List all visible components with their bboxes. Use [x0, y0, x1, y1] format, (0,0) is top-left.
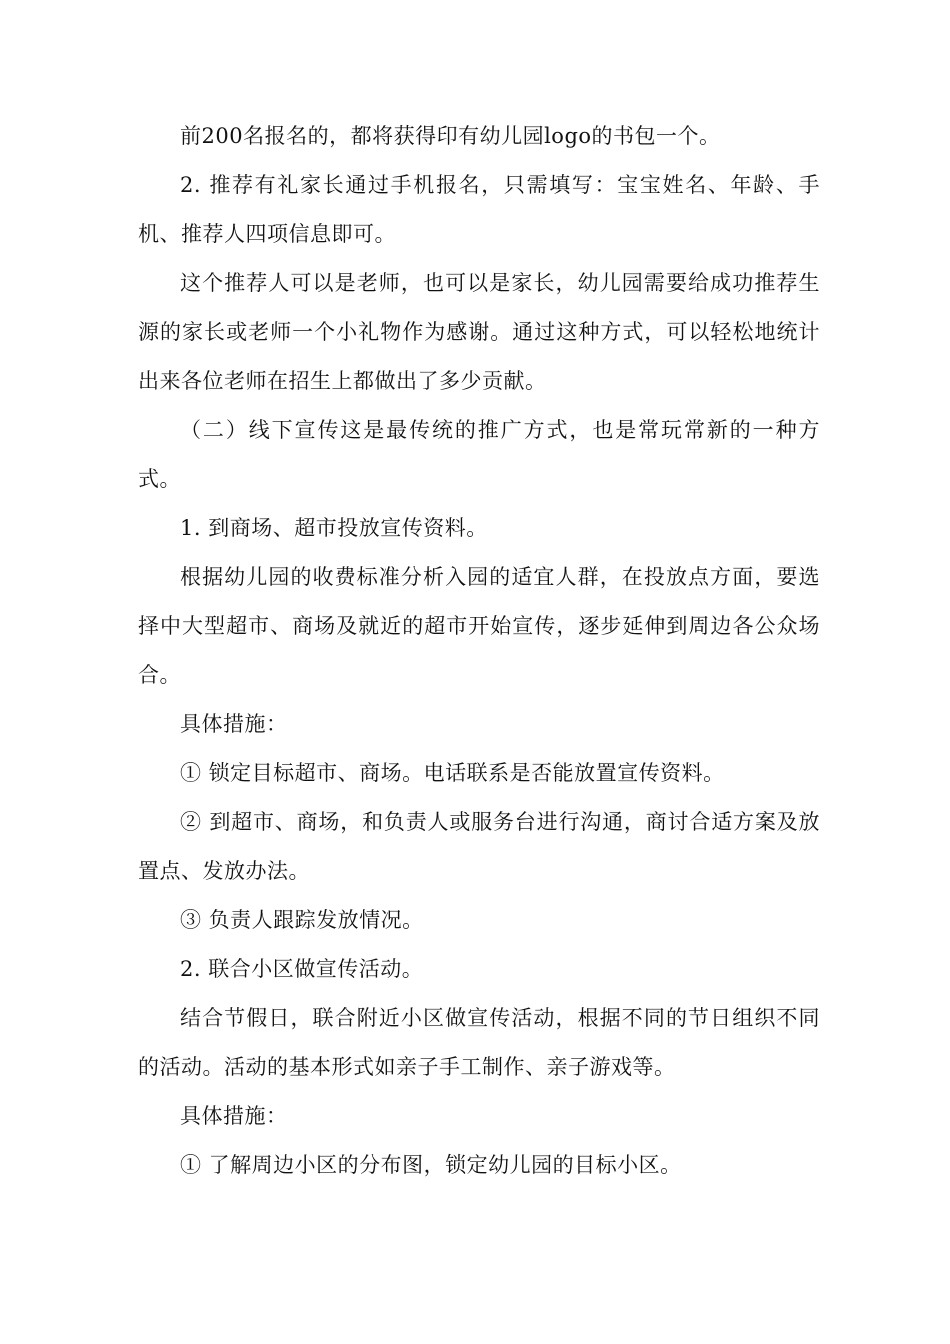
paragraph-prize: 前200名报名的，都将获得印有幼儿园logo的书包一个。: [180, 124, 721, 148]
list-item-measure-2: ② 到超市、商场，和负责人或服务台进行沟通，商讨合适方案及放置点、发放办法。: [138, 810, 820, 883]
paragraph-measures-label: 具体措施：: [180, 712, 288, 736]
paragraph-referrer: 这个推荐人可以是老师，也可以是家长，幼儿园需要给成功推荐生源的家长或老师一个小礼物作为感谢。通过这种方式，可以轻松地统计出来各位老师在招生上都做出了多少贡献。: [138, 271, 820, 393]
list-item-measure-1: ① 锁定目标超市、商场。电话联系是否能放置宣传资料。: [180, 761, 725, 785]
list-item-measure-3: ③ 负责人跟踪发放情况。: [180, 908, 424, 932]
paragraph-community-activity: 2. 联合小区做宣传活动。: [180, 957, 424, 981]
paragraph-holiday-events: 结合节假日，联合附近小区做宣传活动，根据不同的节日组织不同的活动。活动的基本形式如亲子手工制作、亲子游戏等。: [138, 1006, 820, 1079]
list-item-community-measure-1: ① 了解周边小区的分布图，锁定幼儿园的目标小区。: [180, 1153, 682, 1177]
document-page: [138, 112, 820, 1190]
section-heading-offline: （二）线下宣传这是最传统的推广方式，也是常玩常新的一种方式。: [138, 418, 820, 491]
paragraph-measures-label-2: 具体措施：: [180, 1104, 288, 1128]
paragraph-target-audience: 根据幼儿园的收费标准分析入园的适宜人群，在投放点方面，要选择中大型超市、商场及就近的超市开始宣传，逐步延伸到周边各公众场合。: [138, 565, 820, 687]
paragraph-mall-distribution: 1. 到商场、超市投放宣传资料。: [180, 516, 488, 540]
paragraph-referral-signup: 2. 推荐有礼家长通过手机报名，只需填写：宝宝姓名、年龄、手机、推荐人四项信息即可。: [138, 173, 820, 246]
